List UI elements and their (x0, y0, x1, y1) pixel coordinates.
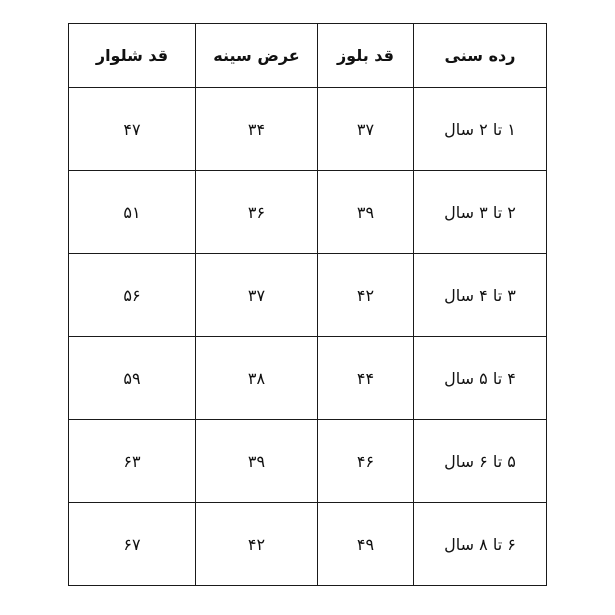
cell-blouse-length: ۴۲ (318, 254, 414, 337)
table-row (69, 337, 547, 420)
table-row (69, 88, 547, 171)
cell-chest-width: ۳۹ (196, 420, 318, 503)
cell-pants-length: ۶۳ (69, 420, 196, 503)
cell-blouse-length: ۴۶ (318, 420, 414, 503)
cell-blouse-length: ۳۷ (318, 88, 414, 171)
header-age-range: رده سنی (414, 24, 547, 88)
cell-pants-length: ۴۷ (69, 88, 196, 171)
cell-chest-width: ۳۸ (196, 337, 318, 420)
cell-age-range: ۳ تا ۴ سال (414, 254, 547, 337)
header-chest-width: عرض سینه (196, 24, 318, 88)
size-chart-table (68, 23, 547, 586)
cell-pants-length: ۵۶ (69, 254, 196, 337)
cell-age-range: ۴ تا ۵ سال (414, 337, 547, 420)
table-row (69, 420, 547, 503)
cell-chest-width: ۳۷ (196, 254, 318, 337)
table-row (69, 254, 547, 337)
cell-blouse-length: ۴۴ (318, 337, 414, 420)
cell-age-range: ۲ تا ۳ سال (414, 171, 547, 254)
cell-pants-length: ۵۹ (69, 337, 196, 420)
cell-chest-width: ۳۴ (196, 88, 318, 171)
cell-age-range: ۶ تا ۸ سال (414, 503, 547, 586)
table-row (69, 503, 547, 586)
cell-age-range: ۵ تا ۶ سال (414, 420, 547, 503)
cell-pants-length: ۶۷ (69, 503, 196, 586)
cell-chest-width: ۴۲ (196, 503, 318, 586)
header-row (69, 24, 547, 88)
cell-blouse-length: ۳۹ (318, 171, 414, 254)
cell-chest-width: ۳۶ (196, 171, 318, 254)
header-blouse-length: قد بلوز (318, 24, 414, 88)
cell-age-range: ۱ تا ۲ سال (414, 88, 547, 171)
cell-pants-length: ۵۱ (69, 171, 196, 254)
cell-blouse-length: ۴۹ (318, 503, 414, 586)
table-row (69, 171, 547, 254)
header-pants-length: قد شلوار (69, 24, 196, 88)
